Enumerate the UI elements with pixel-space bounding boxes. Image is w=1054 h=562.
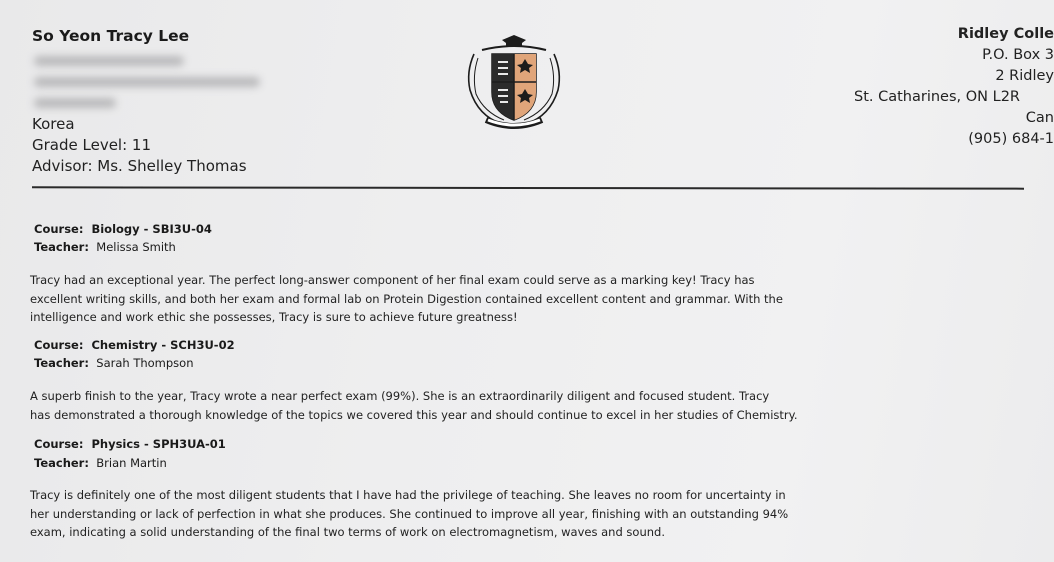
student-grade: Grade Level: 11 (32, 136, 152, 154)
student-country: Korea (32, 115, 75, 133)
school-phone: (905) 684-1 (968, 131, 1054, 147)
student-name: So Yeon Tracy Lee (32, 27, 190, 45)
course-label: Course: (34, 222, 84, 236)
header-divider (32, 186, 1024, 189)
teacher-label: Teacher: (34, 356, 89, 370)
student-advisor: Advisor: Ms. Shelley Thomas (32, 157, 247, 175)
teacher-label: Teacher: (34, 240, 89, 254)
school-address-line: St. Catharines, ON L2R (854, 89, 1020, 105)
teacher-name: Brian Martin (96, 456, 167, 470)
course-comment (30, 486, 788, 542)
school-address-line: P.O. Box 3 (982, 47, 1054, 63)
comment-line: excellent writing skills, and both her exam and formal lab on Protein Digestion contained excellent content and grammar. With the (30, 291, 783, 306)
course-name: Chemistry - SCH3U-02 (91, 338, 235, 352)
teacher-label: Teacher: (34, 456, 89, 470)
course-label: Course: (34, 437, 84, 451)
course-heading (34, 222, 212, 236)
school-crest-icon (462, 32, 566, 134)
course-name: Physics - SPH3UA-01 (91, 437, 226, 451)
course-heading (34, 338, 235, 352)
course-comment (30, 387, 798, 424)
teacher-name: Melissa Smith (96, 240, 176, 254)
redacted-address-line (34, 77, 260, 87)
comment-line: Tracy had an exceptional year. The perfect long-answer component of her final exam could serve as a marking key! Tracy has (30, 273, 755, 287)
comment-line: exam, indicating a solid understanding of the final two terms of work on electromagnetism, waves and sound. (30, 525, 665, 539)
course-label: Course: (34, 338, 84, 352)
comment-line: her understanding or lack of perfection in what she produces. She continued to improve all year, finishing with an outstanding 94% (30, 506, 789, 521)
course-heading (34, 437, 226, 451)
comment-line: A superb finish to the year, Tracy wrote a near perfect exam (99%). She is an extraordinarily diligent and focused student. Tracy (30, 389, 770, 403)
redacted-address-line (34, 98, 116, 108)
comment-line: has demonstrated a thorough knowledge of the topics we covered this year and should continue to excel in her studies of Chemistry. (30, 407, 798, 422)
course-name: Biology - SBI3U-04 (91, 222, 212, 236)
comment-line: intelligence and work ethic she possesses, Tracy is sure to achieve future greatness! (30, 310, 518, 324)
school-address-line: Can (1025, 110, 1054, 126)
redacted-address-line (34, 56, 184, 66)
school-address-line: 2 Ridley (995, 68, 1054, 84)
school-name: Ridley Colle (957, 26, 1054, 42)
course-comment (30, 271, 783, 327)
comment-line: Tracy is definitely one of the most diligent students that I have had the privilege of teaching. She leaves no room for uncertainty in (30, 488, 786, 502)
teacher-line (34, 456, 167, 470)
teacher-name: Sarah Thompson (96, 356, 194, 370)
teacher-line (34, 356, 194, 370)
teacher-line (34, 240, 176, 254)
